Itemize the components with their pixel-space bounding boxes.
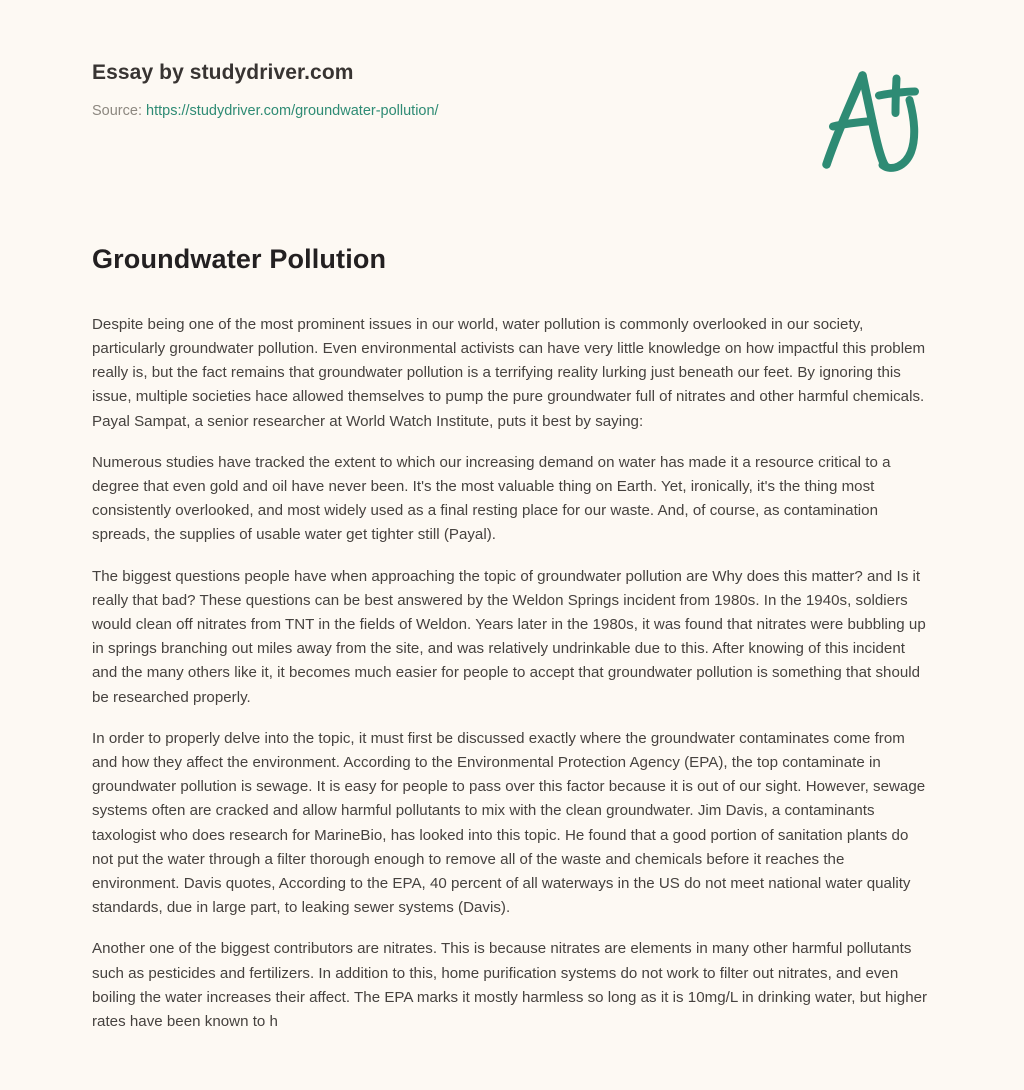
a-plus-logo-icon[interactable]	[812, 62, 936, 180]
document-content	[92, 243, 932, 1034]
essay-paragraph: Numerous studies have tracked the extent to which our increasing demand on water has made it a resource critical to a degree that even gold and oil have never been. It's the most valuable thing on Earth. Yet, ironically, it's the thing most consistently overlooked, and most widely used as a final resting place for our waste. And, of course, as contamination spreads, the supplies of usable water get tighter still (Payal).	[92, 453, 891, 544]
essay-attribution: Essay by studydriver.com	[92, 61, 354, 84]
source-line	[92, 103, 439, 120]
essay-paragraph: In order to properly delve into the topic, it must first be discussed exactly where the groundwater contaminates come from and how they affect the environment. According to the Environmental Protection Agency (EPA), the top contaminate in groundwater pollution is sewage. It is easy for people to pass over this factor because it is out of our sight. However, sewage systems often are cracked and allow harmful pollutants to mix with the clean groundwater. Jim Davis, a contaminants taxologist who does research for MarineBio, has looked into this topic. He found that a good portion of sanitation plants do not put the water through a filter thorough enough to remove all of the waste and chemicals before it reaches the environment. Davis quotes, According to the EPA, 40 percent of all waterways in the US do not meet national water quality standards, due in large part, to leaking sewer systems (Davis).	[92, 729, 926, 917]
source-label: Source:	[92, 103, 142, 120]
essay-body	[92, 313, 932, 1034]
header-text-block	[92, 60, 439, 121]
page-title: Groundwater Pollution	[92, 244, 387, 274]
essay-paragraph: The biggest questions people have when approaching the topic of groundwater pollution are Why does this matter? and Is it really that bad? These questions can be best answered by the Weldon Springs incident from 1980s. In the 1940s, soldiers would clean off nitrates from TNT in the fields of Weldon. Years later in the 1980s, it was found that nitrates were bubbling up in springs branching out miles away from the site, and was relatively undrinkable due to this. After knowing of this incident and the many others like it, it becomes much easier for people to accept that groundwater pollution is something that should be researched properly.	[92, 567, 926, 706]
page-header	[0, 0, 1024, 200]
source-link[interactable]: https://studydriver.com/groundwater-pollution/	[146, 103, 439, 120]
essay-paragraph: Another one of the biggest contributors are nitrates. This is because nitrates are elements in many other harmful pollutants such as pesticides and fertilizers. In addition to this, home purification systems do not work to filter out nitrates, and even boiling the water increases their affect. The EPA marks it mostly harmless so long as it is 10mg/L in drinking water, but higher rates have been known to h	[92, 940, 928, 1031]
essay-paragraph: Despite being one of the most prominent issues in our world, water pollution is commonly overlooked in our society, particularly groundwater pollution. Even environmental activists can have very little knowledge on how impactful this problem really is, but the fact remains that groundwater pollution is a terrifying reality lurking just beneath our feet. By ignoring this issue, multiple societies hace allowed themselves to pump the pure groundwater full of nitrates and other harmful chemicals. Payal Sampat, a senior researcher at World Watch Institute, puts it best by saying:	[92, 315, 926, 430]
